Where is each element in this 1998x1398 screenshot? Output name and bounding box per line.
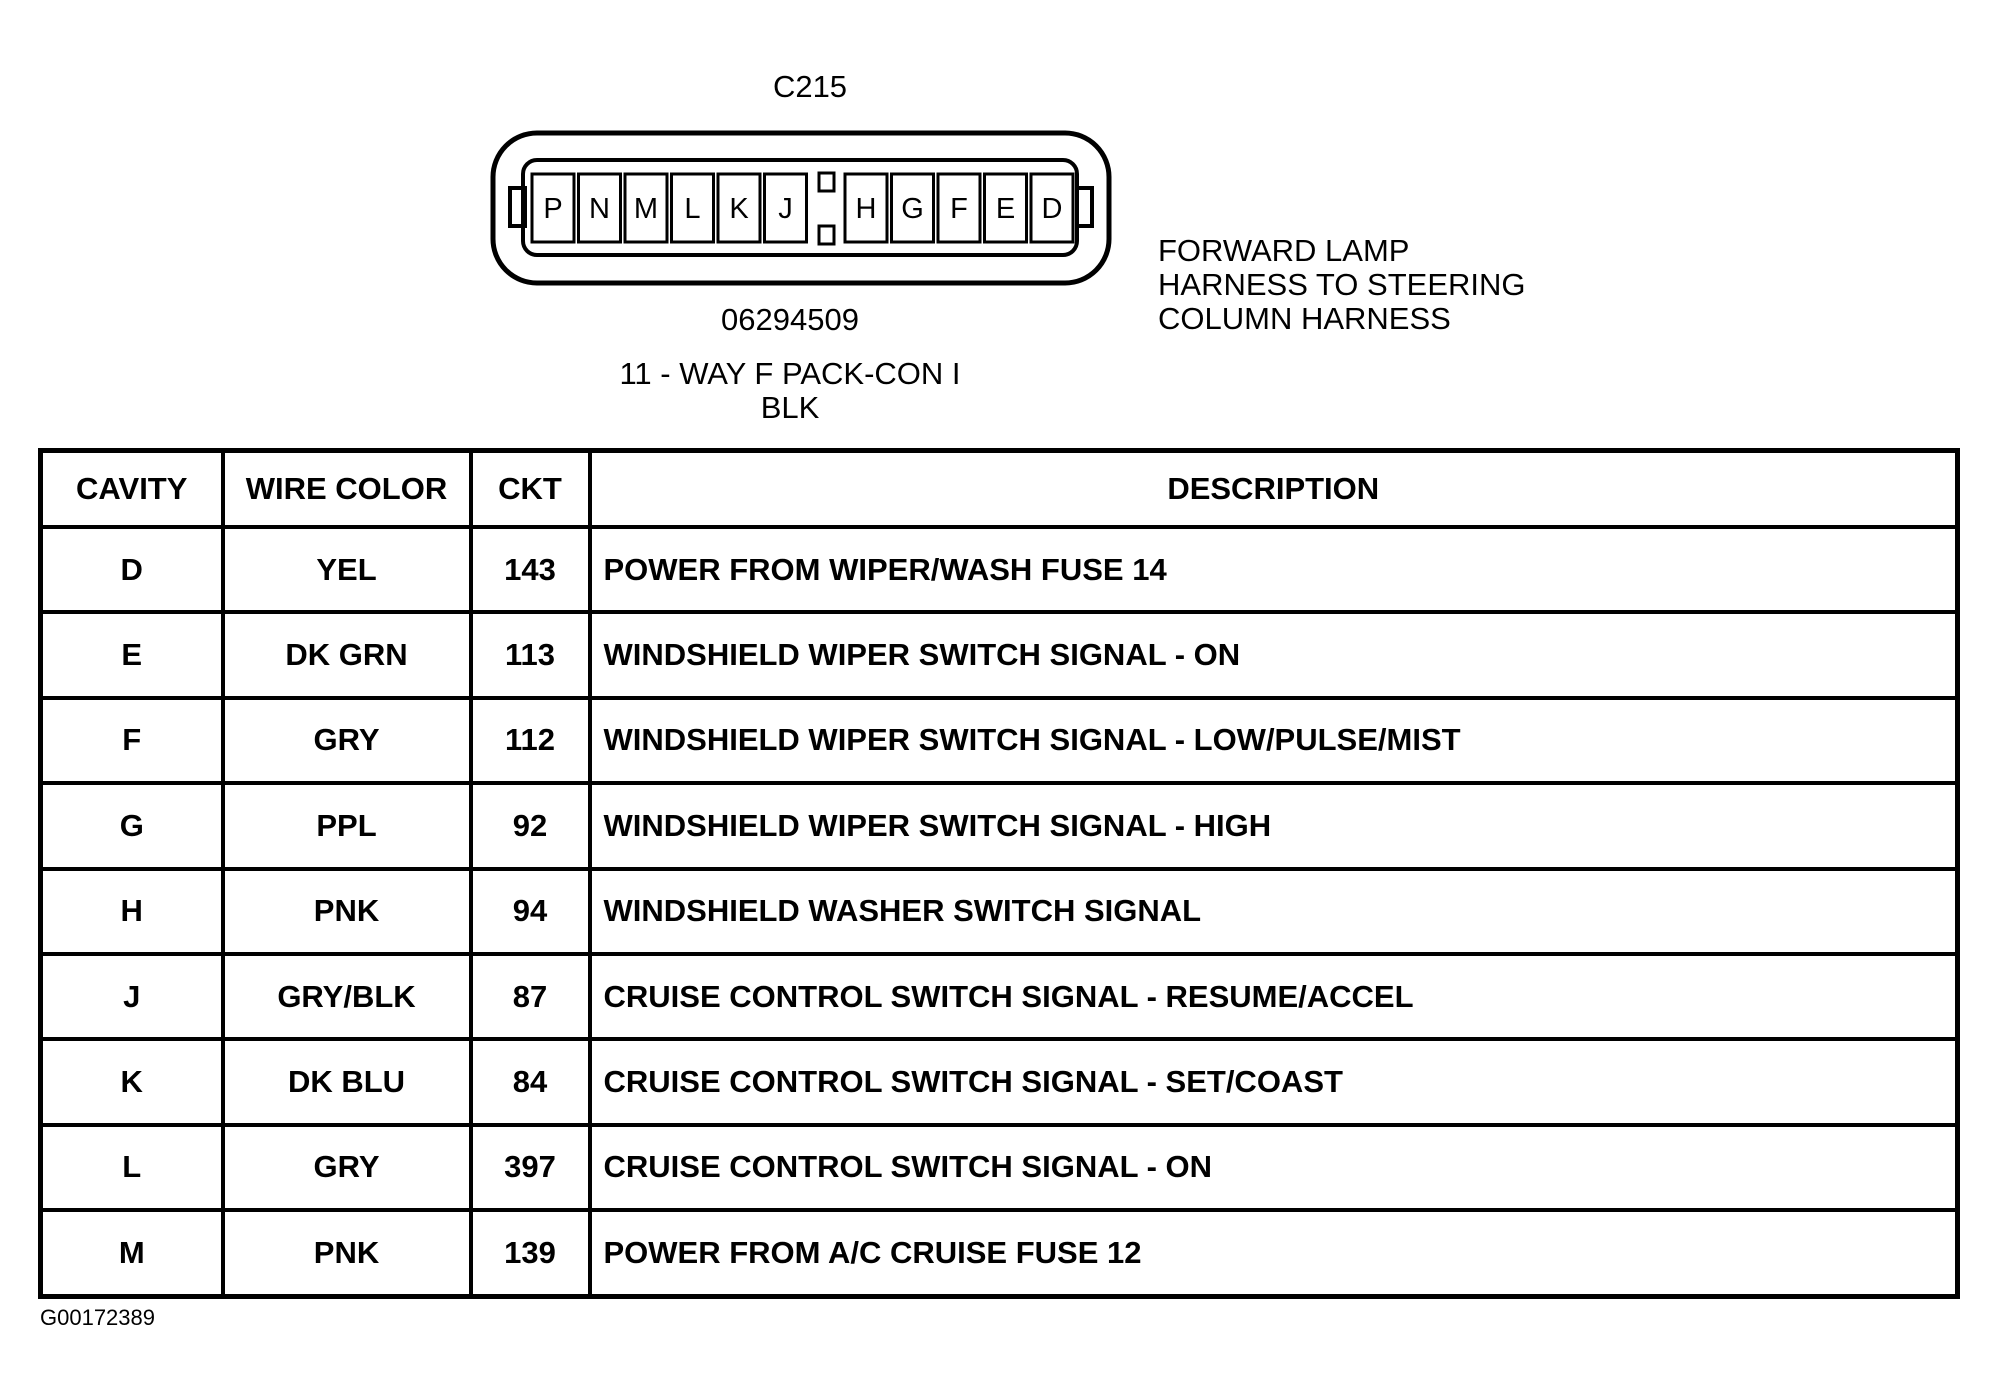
wire-color-cell: GRY/BLK — [223, 954, 471, 1039]
connector-name: C215 — [772, 69, 848, 104]
header-description: DESCRIPTION — [590, 451, 1958, 528]
wire-color-cell: YEL — [223, 527, 471, 612]
header-wire-color: WIRE COLOR — [223, 451, 471, 528]
table-header-row — [41, 451, 1958, 528]
harness-label — [1158, 234, 1526, 336]
cavity-cell: M — [41, 1210, 223, 1297]
harness-label-line2: HARNESS TO STEERING — [1158, 267, 1526, 302]
pinout-table — [38, 448, 1960, 1299]
connector-cavity-label-m: M — [633, 193, 659, 225]
figure-id: G00172389 — [40, 1305, 155, 1330]
table-row — [41, 954, 1958, 1039]
connector-cavity-label-f: F — [950, 193, 968, 225]
description-cell: CRUISE CONTROL SWITCH SIGNAL - RESUME/ACCEL — [590, 954, 1958, 1039]
table-row — [41, 1210, 1958, 1297]
ckt-cell: 139 — [471, 1210, 590, 1297]
connector-description-line1: 11 - WAY F PACK-CON I — [619, 356, 961, 391]
cavity-cell: E — [41, 612, 223, 697]
cavity-cell: H — [41, 869, 223, 954]
table-row — [41, 783, 1958, 868]
connector-outer-shell — [493, 133, 1109, 283]
connector-description-line2: BLK — [760, 390, 820, 425]
table-row — [41, 1039, 1958, 1124]
connector-center-key-top — [819, 173, 834, 191]
table-row — [41, 612, 1958, 697]
wire-color-cell: DK GRN — [223, 612, 471, 697]
wire-color-cell: PNK — [223, 869, 471, 954]
ckt-cell: 397 — [471, 1125, 590, 1210]
wire-color-cell: DK BLU — [223, 1039, 471, 1124]
description-cell: POWER FROM WIPER/WASH FUSE 14 — [590, 527, 1958, 612]
wire-color-cell: PNK — [223, 1210, 471, 1297]
ckt-cell: 84 — [471, 1039, 590, 1124]
connector-center-key-bottom — [819, 226, 834, 244]
connector-description — [610, 357, 970, 425]
wire-color-cell: PPL — [223, 783, 471, 868]
description-cell: WINDSHIELD WIPER SWITCH SIGNAL - HIGH — [590, 783, 1958, 868]
description-cell: WINDSHIELD WASHER SWITCH SIGNAL — [590, 869, 1958, 954]
cavity-cell: J — [41, 954, 223, 1039]
cavity-cell: F — [41, 698, 223, 783]
ckt-cell: 92 — [471, 783, 590, 868]
cavity-cell: L — [41, 1125, 223, 1210]
description-cell: WINDSHIELD WIPER SWITCH SIGNAL - LOW/PULSE/MIST — [590, 698, 1958, 783]
connector-cavity-label-n: N — [589, 193, 610, 225]
connector-cavity-label-k: K — [729, 193, 749, 225]
header-ckt: CKT — [471, 451, 590, 528]
connector-pins — [532, 174, 1073, 242]
connector-part-number: 06294509 — [721, 302, 859, 337]
connector-cavity-label-j: J — [778, 193, 793, 225]
description-cell: CRUISE CONTROL SWITCH SIGNAL - ON — [590, 1125, 1958, 1210]
ckt-cell: 113 — [471, 612, 590, 697]
connector-cavity-label-e: E — [995, 193, 1016, 225]
table-row — [41, 527, 1958, 612]
description-cell: WINDSHIELD WIPER SWITCH SIGNAL - ON — [590, 612, 1958, 697]
description-cell: CRUISE CONTROL SWITCH SIGNAL - SET/COAST — [590, 1039, 1958, 1124]
table-row — [41, 869, 1958, 954]
wire-color-cell: GRY — [223, 1125, 471, 1210]
ckt-cell: 94 — [471, 869, 590, 954]
cavity-cell: D — [41, 527, 223, 612]
connector-cavity-label-l: L — [684, 193, 701, 225]
connector-cavity-label-d: D — [1041, 193, 1063, 225]
cavity-cell: G — [41, 783, 223, 868]
cavity-cell: K — [41, 1039, 223, 1124]
harness-label-line1: FORWARD LAMP — [1158, 233, 1410, 268]
connector-cavity-label-g: G — [901, 193, 924, 225]
connector-cavity-label-h: H — [855, 193, 877, 225]
connector-cavity-label-p: P — [543, 193, 563, 225]
ckt-cell: 112 — [471, 698, 590, 783]
description-cell: POWER FROM A/C CRUISE FUSE 12 — [590, 1210, 1958, 1297]
wire-color-cell: GRY — [223, 698, 471, 783]
harness-label-line3: COLUMN HARNESS — [1158, 301, 1451, 336]
header-cavity: CAVITY — [41, 451, 223, 528]
ckt-cell: 87 — [471, 954, 590, 1039]
table-row — [41, 698, 1958, 783]
ckt-cell: 143 — [471, 527, 590, 612]
connector-right-latch — [1077, 188, 1092, 226]
table-row — [41, 1125, 1958, 1210]
